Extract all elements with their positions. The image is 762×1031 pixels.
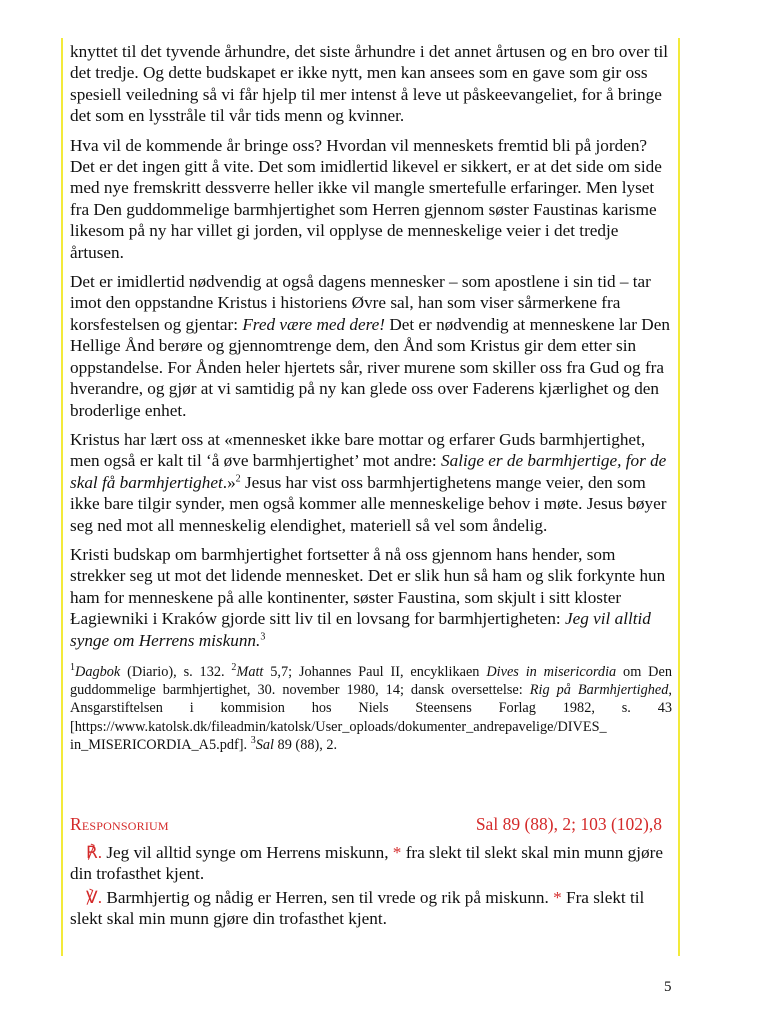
footnote-ref: 3 xyxy=(260,630,266,642)
paragraph-text: Hva vil de kommende år bringe oss? Hvordan vil menneskets fremtid bli på jorden? Det er det ingen gitt å vite. Det som imidlertid likevel er sikkert, er at det side om side med nye fremskritt dessverre heller ikke vil mangle smertefulle erfaringer. Men lyset fra Den guddommelige barmhjertighet som Herren gjennom søster Faustinas karisme likesom på ny har villet gi jorden, vil opplyse de menneskelige veier i det tredje årtusen. xyxy=(70,135,662,262)
right-margin-bar xyxy=(678,38,680,956)
paragraph-text: Kristus har lært oss at «mennesket ikke bare mottar og erfarer Guds barmhjertighet, men også er kalt til ‘å øve barmhjertighet’ mot andre: xyxy=(70,429,646,471)
paragraph-text: .» xyxy=(222,472,236,492)
responsorium-reference: Sal 89 (88), 2; 103 (102),8 xyxy=(475,814,662,834)
paragraph-text: Det er imidlertid nødvendig at også dagens mennesker – som apostlene i sin tid – tar imot den oppstandne Kristus i historiens Øvre sal, han som viser sårmerkene fra korsfestelsen og gjentar: xyxy=(70,272,651,334)
footnote-italic: Dives in misericordia xyxy=(486,663,617,680)
paragraph-3 xyxy=(70,271,672,421)
footnote-number: 1 xyxy=(70,662,75,674)
footnote-italic: Sal xyxy=(255,736,274,753)
paragraph-text: Det er nødvendig at menneskene lar Den Hellige Ånd berøre og gjennomtrenge dem, den Ånd som Kristus gir dem etter sin oppstandelse. For Ånden heler hjertets sår, river murene som skiller oss fra Gud og fra hverandre, og gjør at vi samtidig på ny kan glede oss over Faderens kjærlighet og den broderlige enhet. xyxy=(70,314,670,420)
footnote-number: 3 xyxy=(250,735,256,747)
response-text: fra slekt til slekt skal min munn gjøre din trofasthet kjent. xyxy=(70,843,663,884)
italic-quote: Fred være med dere! xyxy=(242,314,386,334)
footnote-text: (Diario), s. 132. xyxy=(120,663,232,680)
versicle-text: Fra slekt til slekt skal min munn gjøre din trofasthet kjent. xyxy=(70,887,645,929)
paragraph-4 xyxy=(70,429,672,536)
footnote-italic: Dagbok xyxy=(75,663,121,680)
footnote-text: om Den guddommelige barmhjertighet, 30. november 1980, 14; dansk oversettelse: xyxy=(70,663,672,699)
responsorium-title: Responsorium xyxy=(70,814,169,834)
versicle-symbol: ℣. xyxy=(86,887,103,907)
footnote-text: 5,7; Johannes Paul II, encyklikaen xyxy=(263,663,487,680)
footnote-text: 89 (88), 2. xyxy=(273,736,338,753)
paragraph-1 xyxy=(70,41,672,127)
page-number: 5 xyxy=(664,979,672,995)
footnote-italic: Matt xyxy=(236,663,264,680)
footnote-number: 2 xyxy=(231,662,237,674)
left-margin-bar xyxy=(61,38,63,956)
asterisk-mark: * xyxy=(553,887,562,907)
paragraph-text: knyttet til det tyvende århundre, det siste århundre i det annet årtusen og en bro over til det tredje. Og dette budskapet er ikke nytt, men kan ansees som en gave som gir oss spesiell veiledning så vi får hjelp til mer intenst å leve ut påskeevangeliet, for å bringe det som en lysstråle til vår tids menn og kvinner. xyxy=(70,42,669,126)
paragraph-text: Jesus har vist oss barmhjertighetens mange veier, den som ikke bare tilgir synder, men også kommer alle menneskelige behov i møte. Jesus bøyer seg ned mot all menneskelig elendighet, materiell så vel som åndelig. xyxy=(70,472,667,535)
response-symbol: ℟. xyxy=(86,843,103,862)
italic-quote: Jeg vil alltid synge om Herrens miskunn. xyxy=(70,609,651,650)
paragraph-text: Kristi budskap om barmhjertighet fortsetter å nå oss gjennom hans hender, som strekker seg ut mot det lidende mennesket. Det er slik hun så ham og slik forkynte hun ham for menneskene på alle kontinenter, søster Faustina, som skjult i sitt kloster Łagiewniki i Kraków gjorde sitt liv til en lovsang for barmhjertigheten: xyxy=(70,544,666,629)
versicle-line xyxy=(70,887,672,930)
asterisk-mark: * xyxy=(392,843,402,862)
response-line xyxy=(70,842,672,885)
response-text: Jeg vil alltid synge om Herrens miskunn, xyxy=(102,843,393,862)
italic-quote: Salige er de barmhjertige, for de skal få barmhjertighet xyxy=(70,451,667,492)
document-body xyxy=(70,41,672,754)
footnotes xyxy=(70,663,672,754)
footnote-ref: 2 xyxy=(235,472,241,484)
footnote-italic: Rig på Barmhjertighed xyxy=(529,682,669,699)
responsorium-heading xyxy=(70,814,662,835)
footnote-text: , Ansgarstiftelsen i kommision hos Niels Steensens Forlag 1982, s. 43 [https://www.katolsk.dk/fileadmin/katolsk/User_oploads/dokumenter_andrepavelige/DIVES_ in_MISERICORDIA_A5.pdf]. xyxy=(70,682,672,753)
paragraph-2 xyxy=(70,135,672,263)
responsorium-body xyxy=(70,842,672,932)
versicle-text: Barmhjertig og nådig er Herren, sen til vrede og rik på miskunn. xyxy=(102,887,554,907)
paragraph-5 xyxy=(70,544,672,651)
